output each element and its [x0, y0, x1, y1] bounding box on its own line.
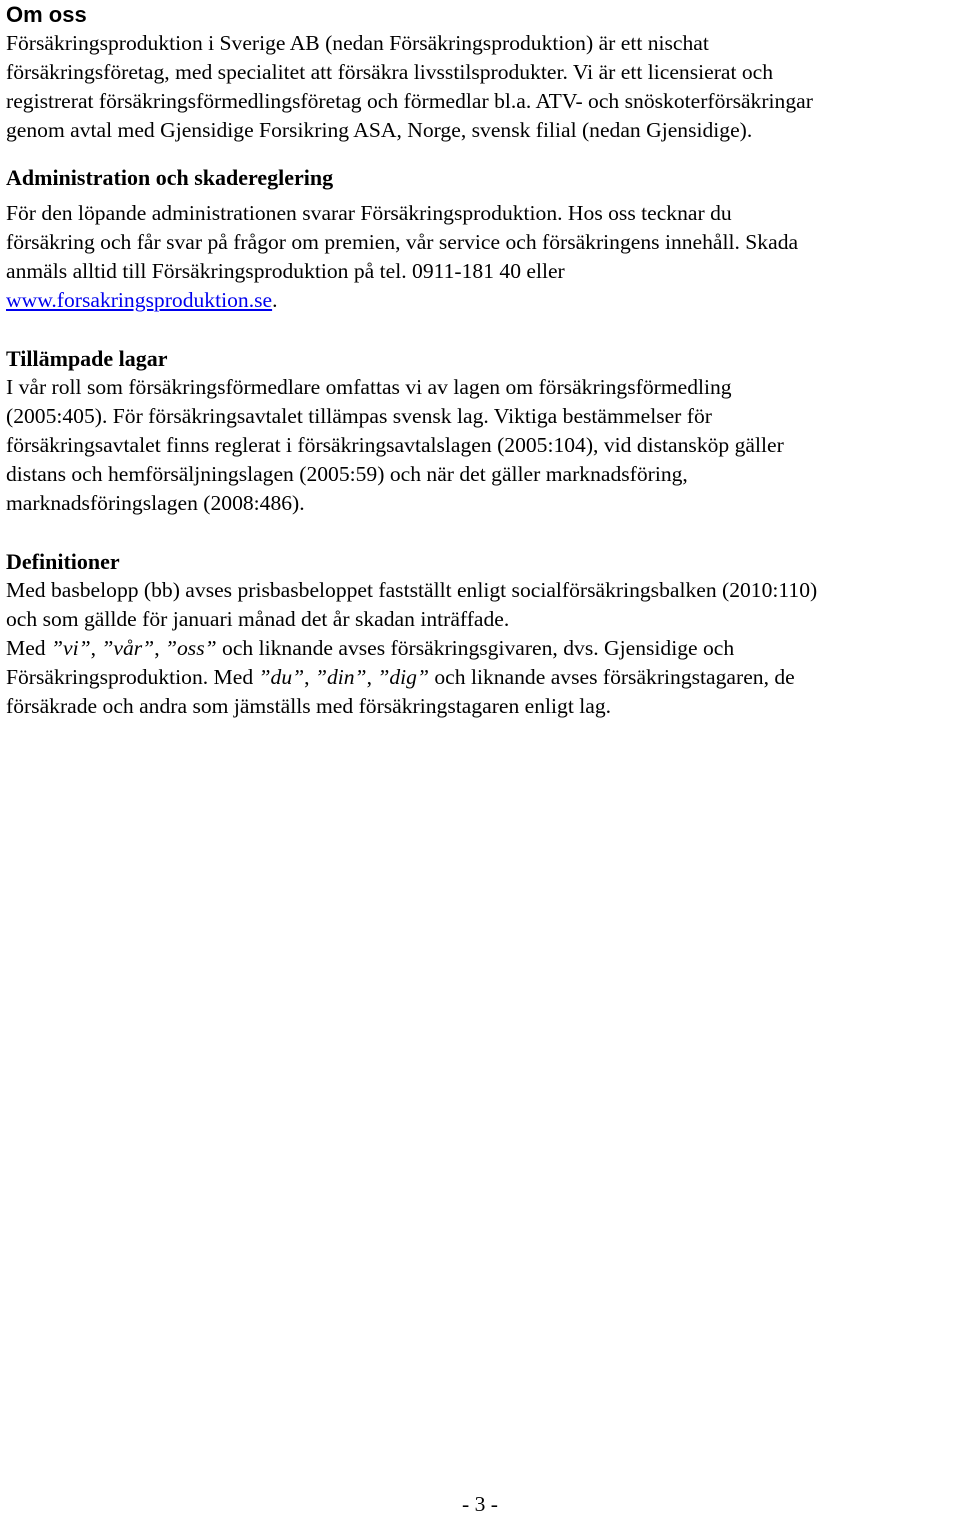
term-dig: ”dig” [377, 665, 429, 689]
text-prefix: Med [6, 636, 51, 660]
paragraph-administration [6, 199, 954, 315]
heading-definitioner: Definitioner [6, 549, 120, 574]
text-prefix: Försäkringsproduktion. Med [6, 665, 259, 689]
text-line: anmäls alltid till Försäkringsproduktion på tel. 0911-181 40 eller [6, 259, 565, 283]
text-suffix: och liknande avses försäkringsgivaren, dvs. Gjensidige och [216, 636, 735, 660]
term-du: ”du” [258, 665, 305, 689]
paragraph-tillampade-lagar [6, 373, 954, 518]
text-line: Med basbelopp (bb) avses prisbasbeloppet fastställt enligt socialförsäkringsbalken (2010:110) [6, 578, 818, 602]
text-line: försäkringsföretag, med specialitet att försäkra livsstilsprodukter. Vi är ett licensierat och [6, 60, 774, 84]
term-var: ”vår” [101, 636, 155, 660]
term-oss: ”oss” [165, 636, 217, 660]
document-page [6, 0, 954, 721]
page-number: - 3 - [462, 1492, 498, 1516]
link-suffix: . [272, 288, 278, 312]
heading-om-oss: Om oss [6, 2, 87, 27]
text-line: och som gällde för januari månad det år skadan inträffade. [6, 607, 510, 631]
term-vi: ”vi” [50, 636, 91, 660]
section-definitioner [6, 547, 954, 721]
section-tillampade-lagar [6, 344, 954, 518]
text-line: genom avtal med Gjensidige Forsikring ASA, Norge, svensk filial (nedan Gjensidige). [6, 118, 753, 142]
text-line: marknadsföringslagen (2008:486). [6, 491, 305, 515]
text-line: För den löpande administrationen svarar Försäkringsproduktion. Hos oss tecknar du [6, 201, 732, 225]
text-suffix: och liknande avses försäkringstagaren, de [428, 665, 795, 689]
separator: , [366, 665, 378, 689]
paragraph-om-oss [6, 29, 954, 145]
text-line: försäkring och får svar på frågor om premien, vår service och försäkringens innehåll. Skada [6, 230, 799, 254]
text-line: I vår roll som försäkringsförmedlare omfattas vi av lagen om försäkringsförmedling [6, 375, 732, 399]
text-line: Försäkringsproduktion i Sverige AB (nedan Försäkringsproduktion) är ett nischat [6, 31, 709, 55]
spacer [6, 315, 954, 344]
separator: , [90, 636, 102, 660]
separator: , [154, 636, 165, 660]
section-om-oss [6, 0, 954, 145]
term-din: ”din” [314, 665, 367, 689]
spacer [6, 145, 954, 163]
text-line: försäkringsavtalet finns reglerat i försäkringsavtalslagen (2005:104), vid distansköp gäller [6, 433, 784, 457]
text-line: försäkrade och andra som jämställs med försäkringstagaren enligt lag. [6, 694, 612, 718]
website-link[interactable]: www.forsakringsproduktion.se [6, 288, 273, 312]
paragraph-definitioner [6, 576, 954, 721]
heading-administration: Administration och skadereglering [6, 165, 334, 190]
spacer [6, 518, 954, 547]
text-line: (2005:405). För försäkringsavtalet tillämpas svensk lag. Viktiga bestämmelser för [6, 404, 712, 428]
text-line: registrerat försäkringsförmedlingsföretag och förmedlar bl.a. ATV- och snöskoterförsäkringar [6, 89, 813, 113]
section-administration [6, 163, 954, 315]
text-line: distans och hemförsäljningslagen (2005:59) och när det gäller marknadsföring, [6, 462, 688, 486]
separator: , [304, 665, 315, 689]
heading-tillampade-lagar: Tillämpade lagar [6, 346, 168, 371]
